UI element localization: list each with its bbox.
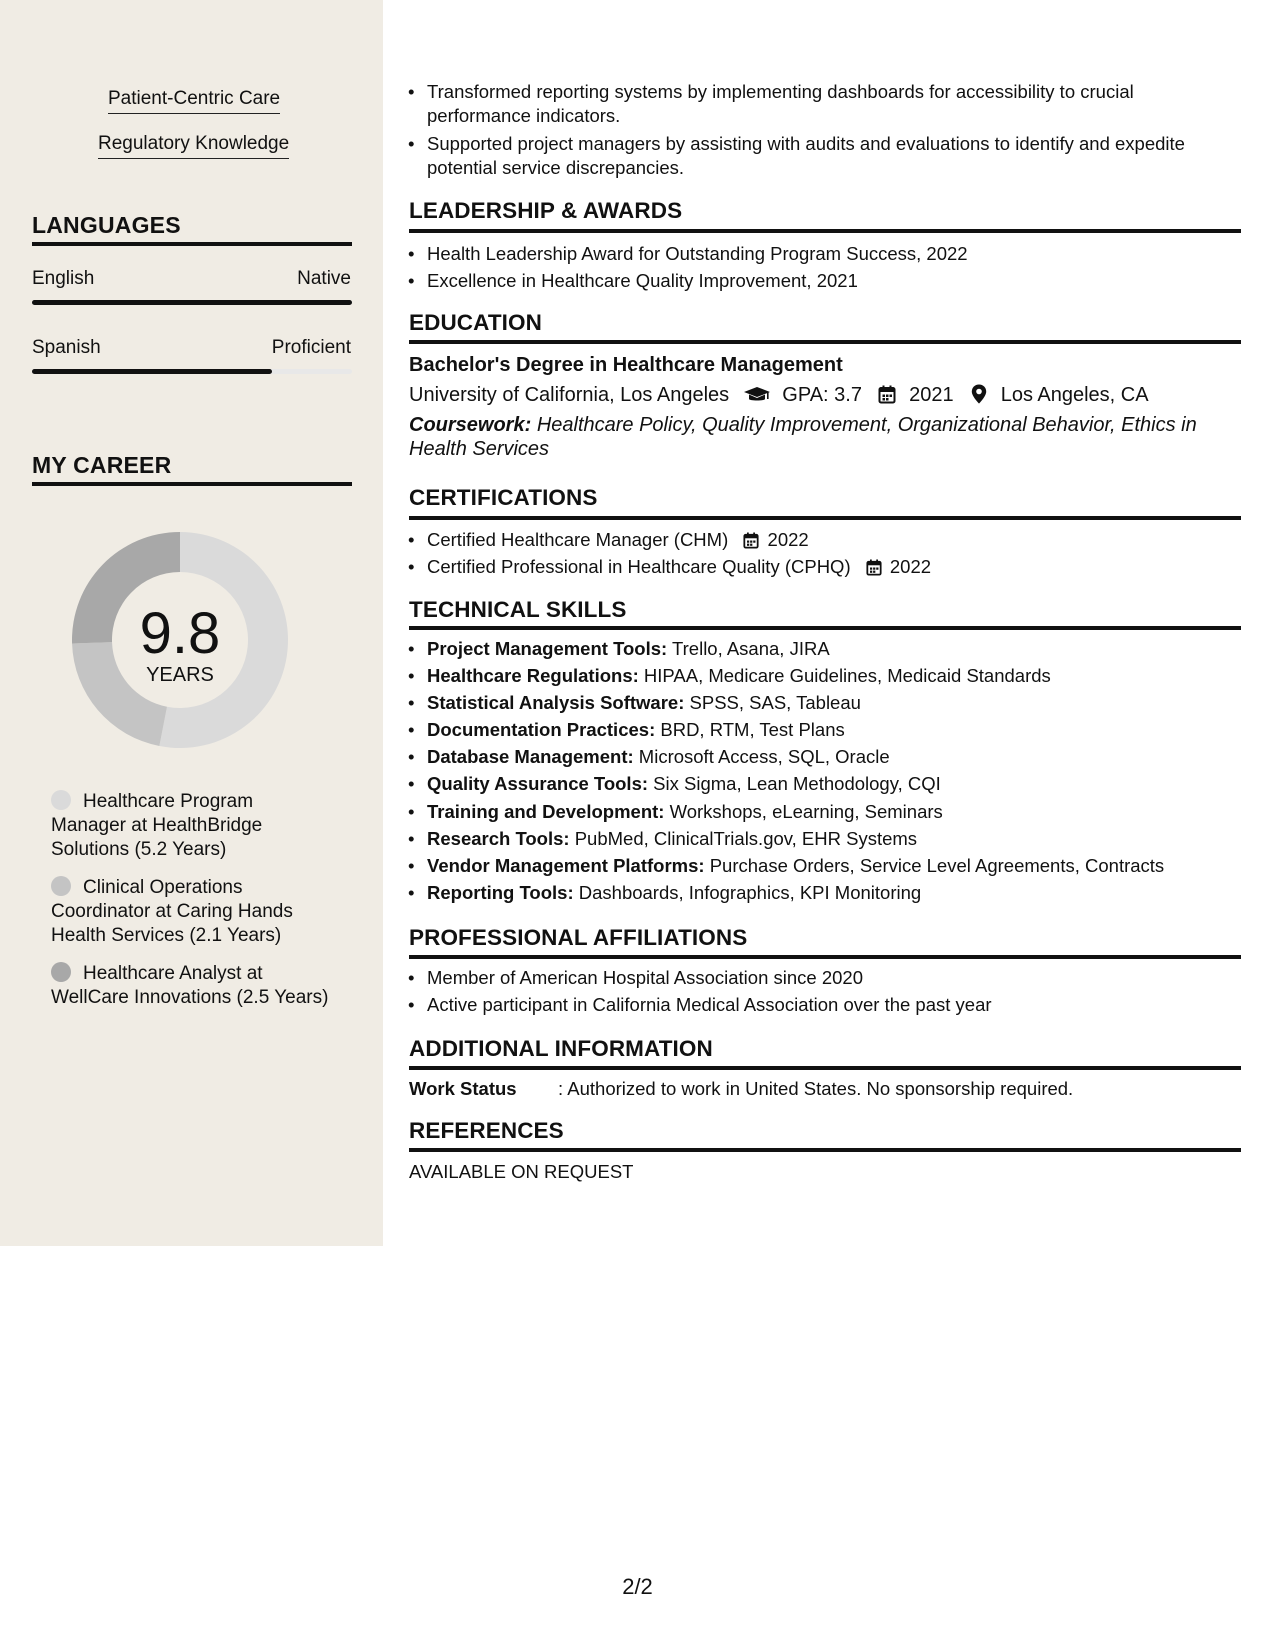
certification-name: Certified Professional in Healthcare Quality (CPHQ)	[427, 556, 851, 577]
career-years-unit: YEARS	[146, 664, 214, 686]
language-proficiency-bar	[32, 369, 352, 374]
section-divider	[409, 1066, 1241, 1070]
language-name: English	[32, 268, 95, 289]
career-legend-label: Healthcare Analyst at WellCare Innovations (2.5 Years)	[51, 963, 329, 1008]
skill-tag: Regulatory Knowledge	[98, 133, 289, 159]
education-gpa: GPA: 3.7	[782, 384, 862, 406]
legend-dot	[51, 790, 71, 810]
skill-label: Research Tools:	[427, 828, 570, 849]
section-heading-references: REFERENCES	[409, 1118, 564, 1143]
references-text: AVAILABLE ON REQUEST	[409, 1161, 634, 1182]
affiliation-item: • Member of American Hospital Association since 2020	[427, 966, 1227, 990]
certification-item	[427, 555, 1227, 579]
skill-item	[427, 745, 1227, 769]
section-heading-technical-skills: TECHNICAL SKILLS	[409, 597, 627, 622]
section-divider	[409, 516, 1241, 520]
work-status-label: Work Status	[409, 1078, 517, 1099]
affiliation-item: • Active participant in California Medical Association over the past year	[427, 993, 1227, 1017]
map-pin-icon	[971, 384, 987, 404]
skill-label: Reporting Tools:	[427, 882, 574, 903]
languages-heading: LANGUAGES	[32, 212, 181, 238]
section-heading-additional-information: ADDITIONAL INFORMATION	[409, 1036, 713, 1061]
skill-label: Vendor Management Platforms:	[427, 855, 705, 876]
career-legend-label: Healthcare Program Manager at HealthBridge Solutions (5.2 Years)	[51, 791, 263, 860]
skill-value: Microsoft Access, SQL, Oracle	[638, 746, 890, 767]
skill-value: Dashboards, Infographics, KPI Monitoring	[578, 882, 922, 903]
coursework	[409, 413, 1229, 461]
legend-dot	[51, 962, 71, 982]
skill-item	[427, 881, 1227, 905]
page-number: 2/2	[622, 1574, 653, 1599]
section-divider	[409, 229, 1241, 233]
certification-year: 2022	[767, 529, 809, 550]
section-divider	[32, 482, 352, 486]
section-divider	[409, 340, 1241, 344]
skill-label: Documentation Practices:	[427, 719, 656, 740]
certification-name: Certified Healthcare Manager (CHM)	[427, 529, 729, 550]
skill-item	[427, 854, 1227, 878]
degree-title: Bachelor's Degree in Healthcare Management	[409, 354, 843, 376]
section-divider	[32, 242, 352, 246]
skill-label: Training and Development:	[427, 801, 665, 822]
certification-item	[427, 528, 1227, 552]
skill-label: Healthcare Regulations:	[427, 665, 639, 686]
skill-item	[427, 691, 1227, 715]
section-divider	[409, 1148, 1241, 1152]
section-heading-leadership: LEADERSHIP & AWARDS	[409, 198, 683, 223]
language-level: Native	[297, 268, 351, 289]
skill-value: PubMed, ClinicalTrials.gov, EHR Systems	[574, 828, 918, 849]
calendar-icon	[878, 385, 896, 404]
legend-dot	[51, 876, 71, 896]
graduation-cap-icon	[743, 386, 771, 404]
experience-bullet: • Supported project managers by assisting with audits and evaluations to identify and expedite potential service discrepancies.	[427, 132, 1227, 180]
coursework-list: Healthcare Policy, Quality Improvement, Organizational Behavior, Ethics in Health Services	[409, 414, 1197, 460]
section-heading-certifications: CERTIFICATIONS	[409, 485, 598, 510]
skill-value: Workshops, eLearning, Seminars	[669, 801, 943, 822]
skill-value: HIPAA, Medicare Guidelines, Medicaid Standards	[643, 665, 1051, 686]
skill-label: Statistical Analysis Software:	[427, 692, 685, 713]
skill-value: SPSS, SAS, Tableau	[689, 692, 861, 713]
language-level: Proficient	[271, 337, 351, 358]
section-heading-affiliations: PROFESSIONAL AFFILIATIONS	[409, 925, 748, 950]
calendar-icon	[743, 532, 759, 549]
coursework-label: Coursework:	[409, 414, 532, 436]
section-divider	[409, 955, 1241, 959]
language-name: Spanish	[32, 337, 101, 358]
career-heading: MY CAREER	[32, 452, 172, 478]
skill-label: Project Management Tools:	[427, 638, 668, 659]
section-heading-education: EDUCATION	[409, 310, 542, 335]
skill-tag: Patient-Centric Care	[108, 88, 280, 114]
school-name: University of California, Los Angeles	[409, 384, 730, 406]
career-legend-item	[51, 962, 331, 1010]
education-year: 2021	[909, 384, 954, 406]
career-legend-item	[51, 876, 331, 948]
skill-item	[427, 718, 1227, 742]
skill-value: Trello, Asana, JIRA	[672, 638, 830, 659]
skill-item	[427, 637, 1227, 661]
skill-item	[427, 827, 1227, 851]
calendar-icon	[866, 559, 882, 576]
award-item: • Health Leadership Award for Outstanding Program Success, 2022	[427, 242, 1227, 266]
skill-value: BRD, RTM, Test Plans	[660, 719, 845, 740]
work-status-value: : Authorized to work in United States. No sponsorship required.	[558, 1078, 1074, 1099]
education-details	[409, 383, 1149, 407]
skill-item	[427, 664, 1227, 688]
skill-item	[427, 800, 1227, 824]
skill-label: Database Management:	[427, 746, 634, 767]
sidebar	[0, 0, 383, 1246]
skill-label: Quality Assurance Tools:	[427, 773, 649, 794]
skill-value: Purchase Orders, Service Level Agreements, Contracts	[709, 855, 1165, 876]
language-proficiency-bar	[32, 300, 352, 305]
career-total-years: 9.8	[139, 601, 221, 666]
award-item: • Excellence in Healthcare Quality Improvement, 2021	[427, 269, 1227, 293]
experience-bullet: • Transformed reporting systems by implementing dashboards for accessibility to crucial performance indicators.	[427, 80, 1227, 128]
section-divider	[409, 626, 1241, 630]
career-legend-item	[51, 790, 331, 862]
skill-item	[427, 772, 1227, 796]
skill-value: Six Sigma, Lean Methodology, CQI	[653, 773, 941, 794]
career-legend-label: Clinical Operations Coordinator at Caring Hands Health Services (2.1 Years)	[51, 877, 293, 946]
education-location: Los Angeles, CA	[1000, 384, 1149, 406]
certification-year: 2022	[889, 556, 932, 577]
